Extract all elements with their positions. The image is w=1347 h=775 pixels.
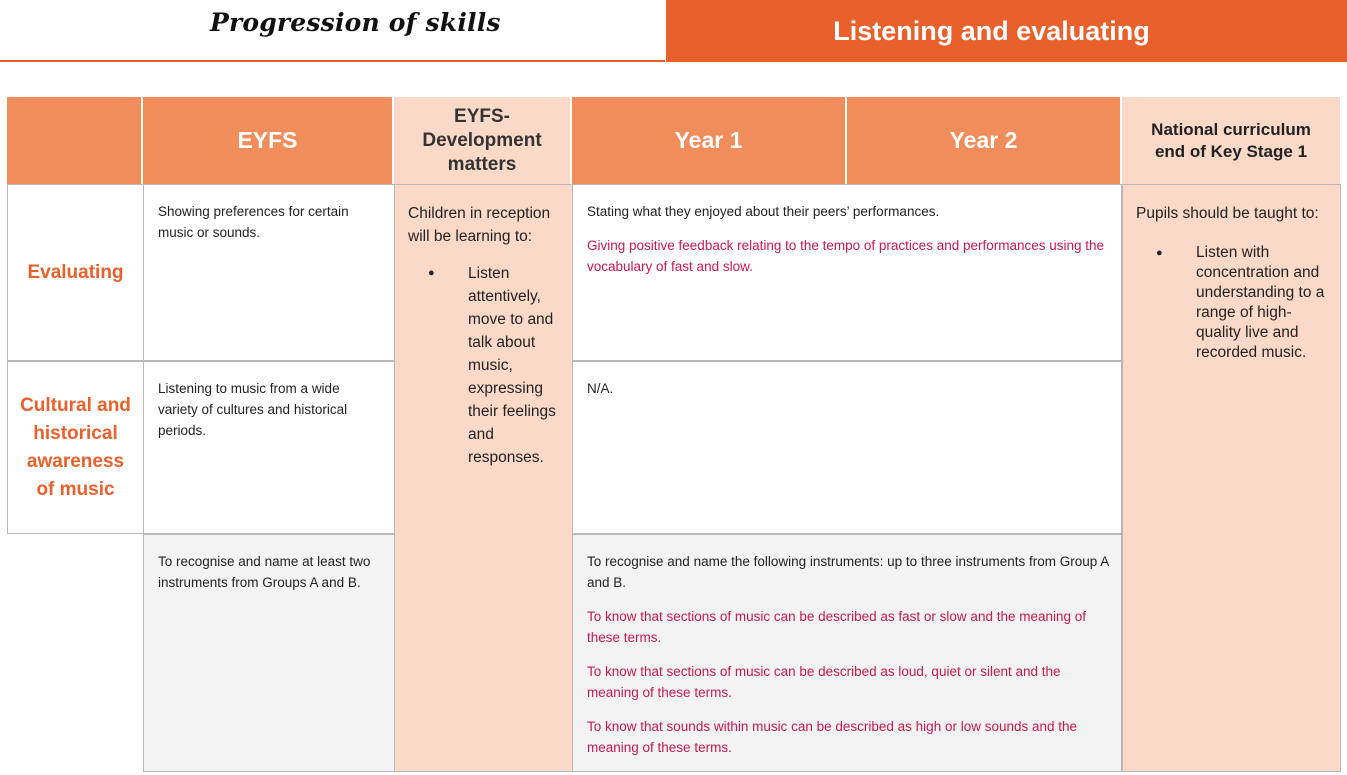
column-header-year1: Year 1 [572, 97, 847, 184]
header-cell-blank [7, 97, 143, 184]
column-header-eyfs-development-matters: EYFS-Development matters [394, 97, 572, 184]
cell-national-curriculum [1122, 184, 1341, 772]
row-label-evaluating: Evaluating [7, 184, 144, 361]
column-header-national-curriculum: National curriculum end of Key Stage 1 [1122, 97, 1340, 184]
cell-evaluating-years [572, 184, 1122, 361]
curriculum-bullet [1136, 243, 1332, 363]
curriculum-intro: Pupils should be taught to: [1136, 205, 1319, 222]
year-text-highlight: To know that sections of music can be described as loud, quiet or silent and the meaning of these terms. [587, 664, 1061, 700]
year-text-highlight: To know that sounds within music can be described as high or low sounds and the meaning of these terms. [587, 719, 1078, 755]
cell-instruments-years [572, 534, 1122, 772]
development-intro: Children in reception will be learning to: [408, 205, 551, 245]
cell-evaluating-eyfs: Showing preferences for certain music or sounds. [143, 184, 395, 361]
development-bullet-text: Listen attentively, move to and talk about music, expressing their feelings and responses. [468, 265, 556, 466]
year-text-highlight: To know that sections of music can be described as fast or slow and the meaning of these terms. [587, 609, 1087, 645]
section-title [666, 0, 1347, 62]
year-text: N/A. [587, 381, 614, 396]
curriculum-bullet-text: Listen with concentration and understanding to a range of high-quality live and recorded music. [1196, 244, 1325, 361]
year-text: To recognise and name the following instruments: up to three instruments from Group A and B. [587, 554, 1109, 590]
cell-cultural-years [572, 361, 1122, 534]
column-header-eyfs: EYFS [143, 97, 394, 184]
page-title: Progression of skills [210, 8, 501, 37]
cell-cultural-eyfs: Listening to music from a wide variety of cultures and historical periods. [143, 361, 395, 534]
cell-instruments-eyfs: To recognise and name at least two instruments from Groups A and B. [143, 534, 395, 772]
cell-eyfs-development-matters [394, 184, 573, 772]
column-header-year2: Year 2 [847, 97, 1122, 184]
section-title-text: Listening and evaluating [833, 15, 1150, 46]
development-bullet [408, 262, 558, 469]
year-text-highlight: Giving positive feedback relating to the tempo of practices and performances using the vocabulary of fast and slow. [587, 238, 1105, 274]
row-label-cultural-historical: Cultural and historical awareness of music [7, 361, 144, 534]
year-text: Stating what they enjoyed about their peers’ performances. [587, 204, 940, 219]
